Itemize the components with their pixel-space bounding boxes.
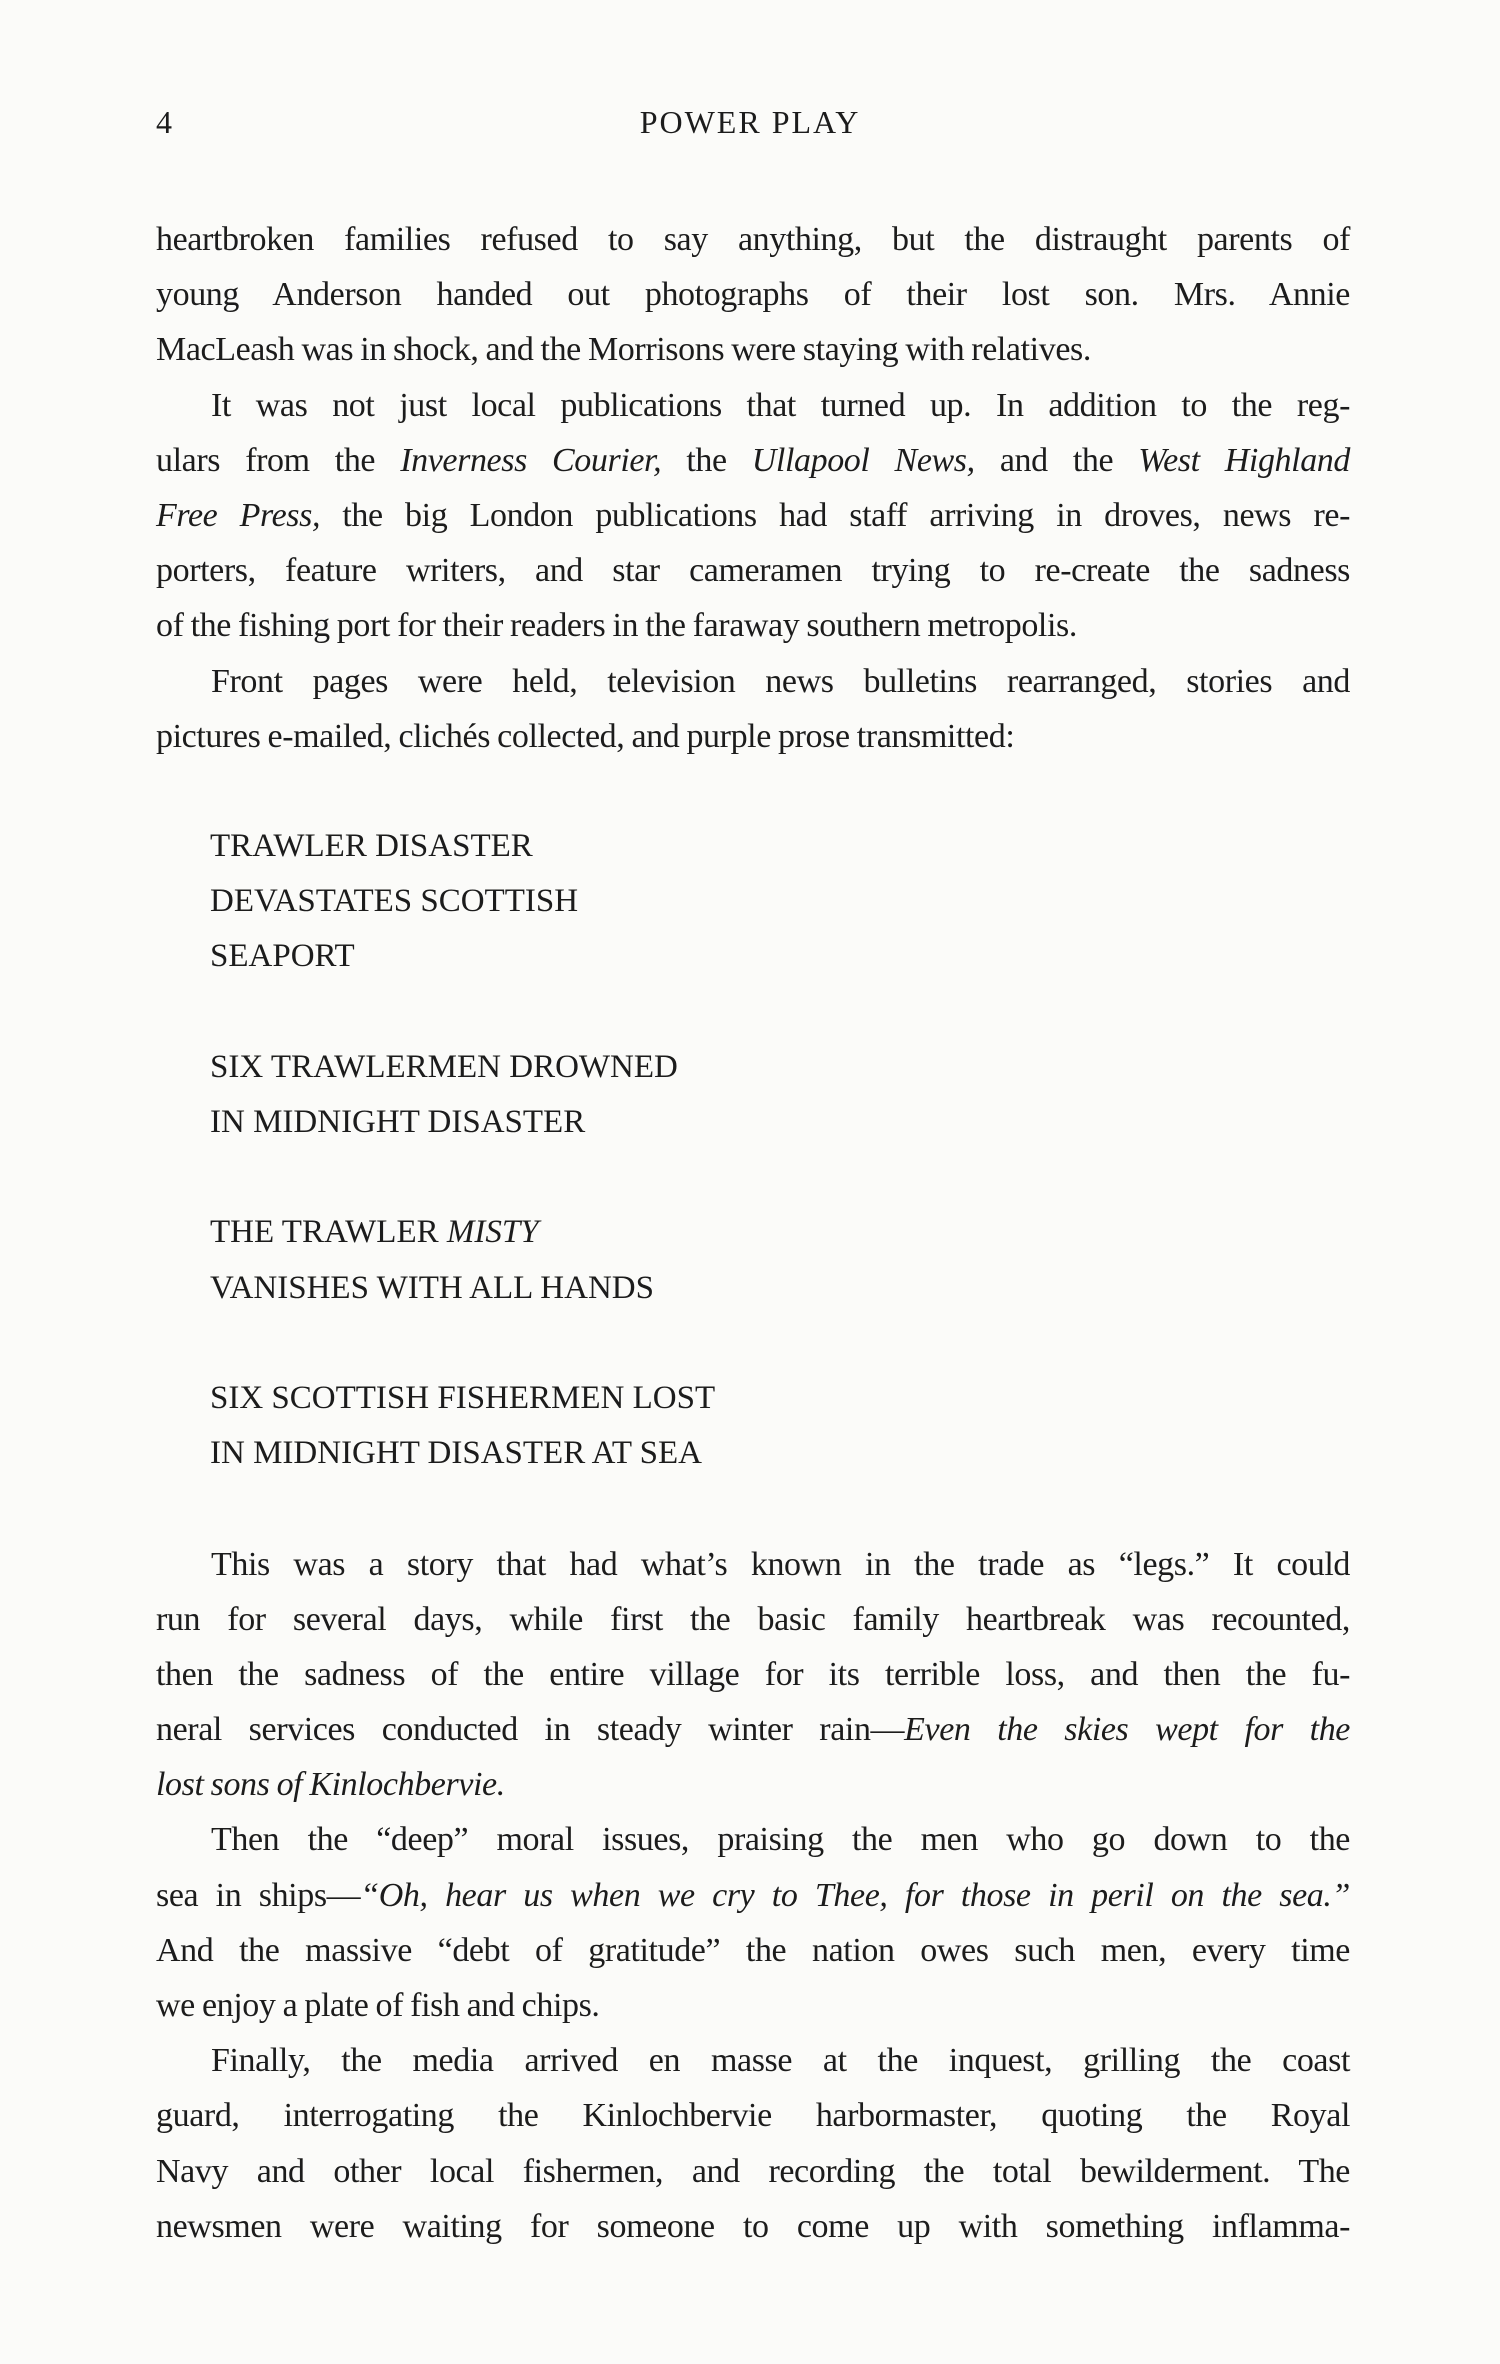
text-line: [156, 2199, 1350, 2254]
blank-line: [156, 1150, 1350, 1205]
paragraph: [156, 378, 1350, 654]
text-run: sea in ships—: [156, 1876, 361, 1914]
italic-text: lost sons of Kinlochbervie.: [156, 1766, 505, 1804]
text-run: Then the “deep” moral issues, praising the men who go down to the: [211, 1821, 1350, 1859]
text-run: Front pages were held, television news bulletins rearranged, stories and: [211, 662, 1350, 700]
text-line: [156, 2033, 1350, 2088]
text-line: [156, 709, 1350, 764]
text-run: ulars from the: [156, 441, 401, 479]
italic-text: “Oh, hear us when we cry to Thee, for those in peril on the sea.”: [360, 1876, 1350, 1914]
text-run: we enjoy a plate of fish and chips.: [156, 1987, 600, 2024]
text-line: [156, 1592, 1350, 1647]
text-line: [156, 543, 1350, 598]
text-line: [156, 654, 1350, 709]
headline-line: [156, 1095, 1350, 1150]
text-line: [156, 378, 1350, 433]
headline-line: [156, 1371, 1350, 1426]
headline-line: [156, 1040, 1350, 1095]
blank-line: [156, 764, 1350, 819]
text-line: [156, 1923, 1350, 1978]
text-run: SIX SCOTTISH FISHERMEN LOST: [210, 1379, 716, 1416]
italic-text: MISTY: [446, 1214, 539, 1251]
headline-line: [156, 819, 1350, 874]
page-number: 4: [156, 104, 173, 140]
text-line: [156, 1537, 1350, 1592]
italic-text: West Highland: [1138, 441, 1350, 479]
text-run: THE TRAWLER: [210, 1214, 447, 1251]
text-line: [156, 322, 1350, 377]
paragraph: [156, 654, 1350, 764]
text-run: Finally, the media arrived en masse at the inquest, grilling the coast: [211, 2042, 1350, 2080]
text-line: [156, 1812, 1350, 1867]
headline-block: [156, 1371, 1350, 1481]
text-run: IN MIDNIGHT DISASTER: [210, 1104, 586, 1140]
text-line: [156, 212, 1350, 267]
text-run: run for several days, while first the basic family heartbreak was recounted,: [156, 1600, 1350, 1638]
headline-block: [156, 819, 1350, 985]
text-run: neral services conducted in steady winter rain—: [156, 1711, 905, 1749]
text-run: SEAPORT: [210, 938, 355, 975]
blank-line: [156, 1316, 1350, 1371]
text-run: Navy and other local fishermen, and recording the total bewilderment. The: [156, 2152, 1350, 2190]
text-run: porters, feature writers, and star cameramen trying to re-create the sadness: [156, 552, 1350, 590]
text-run: It was not just local publications that turned up. In addition to the reg-: [211, 386, 1350, 424]
text-line: [156, 1647, 1350, 1702]
paragraph: [156, 212, 1350, 378]
italic-text: Free Press,: [156, 496, 321, 534]
text-run: IN MIDNIGHT DISASTER AT SEA: [210, 1435, 702, 1472]
text-line: [156, 433, 1350, 488]
italic-text: Even the skies wept for the: [904, 1711, 1350, 1749]
italic-text: Ullapool News,: [751, 441, 975, 479]
text-run: VANISHES WITH ALL HANDS: [210, 1269, 654, 1306]
headline-line: [156, 1261, 1350, 1316]
text-line: [156, 488, 1350, 543]
paragraph: [156, 2033, 1350, 2254]
text-run: newsmen were waiting for someone to come up with something inflamma-: [156, 2207, 1350, 2245]
paragraph: [156, 1812, 1350, 2033]
text-line: [156, 1978, 1350, 2033]
text-run: heartbroken families refused to say anything, but the distraught parents of: [156, 221, 1350, 258]
text-run: young Anderson handed out photographs of their lost son. Mrs. Annie: [156, 276, 1350, 314]
text-line: [156, 1868, 1350, 1923]
text-run: of the fishing port for their readers in the faraway southern metropolis.: [156, 607, 1077, 645]
text-run: TRAWLER DISASTER: [210, 828, 533, 865]
headline-line: [156, 1426, 1350, 1481]
text-line: [156, 2144, 1350, 2199]
text-run: pictures e-mailed, clichés collected, and purple prose transmitted:: [156, 717, 1015, 755]
blank-line: [156, 985, 1350, 1040]
page-body: [156, 212, 1350, 2254]
headline-block: [156, 1205, 1350, 1315]
text-run: SIX TRAWLERMEN DROWNED: [210, 1048, 678, 1085]
text-line: [156, 1757, 1350, 1812]
text-run: then the sadness of the entire village for its terrible loss, and then the fu-: [156, 1655, 1350, 1693]
headline-block: [156, 1040, 1350, 1150]
text-run: the: [661, 441, 752, 479]
text-run: guard, interrogating the Kinlochbervie harbormaster, quoting the Royal: [156, 2097, 1350, 2135]
headline-line: [156, 1205, 1350, 1260]
text-run: This was a story that had what’s known in the trade as “legs.” It could: [211, 1545, 1350, 1583]
text-run: the big London publications had staff arriving in droves, news re-: [320, 496, 1350, 534]
text-run: DEVASTATES SCOTTISH: [210, 883, 579, 920]
text-run: MacLeash was in shock, and the Morrisons were staying with relatives.: [156, 331, 1091, 369]
text-line: [156, 2088, 1350, 2143]
text-run: and the: [974, 441, 1139, 479]
headline-line: [156, 929, 1350, 984]
text-run: And the massive “debt of gratitude” the nation owes such men, every time: [156, 1931, 1350, 1969]
text-line: [156, 1702, 1350, 1757]
italic-text: Inverness Courier,: [400, 441, 662, 479]
running-head: POWER PLAY: [639, 104, 861, 140]
text-line: [156, 267, 1350, 322]
paragraph: [156, 1537, 1350, 1813]
text-line: [156, 598, 1350, 653]
blank-line: [156, 1481, 1350, 1536]
headline-line: [156, 874, 1350, 929]
